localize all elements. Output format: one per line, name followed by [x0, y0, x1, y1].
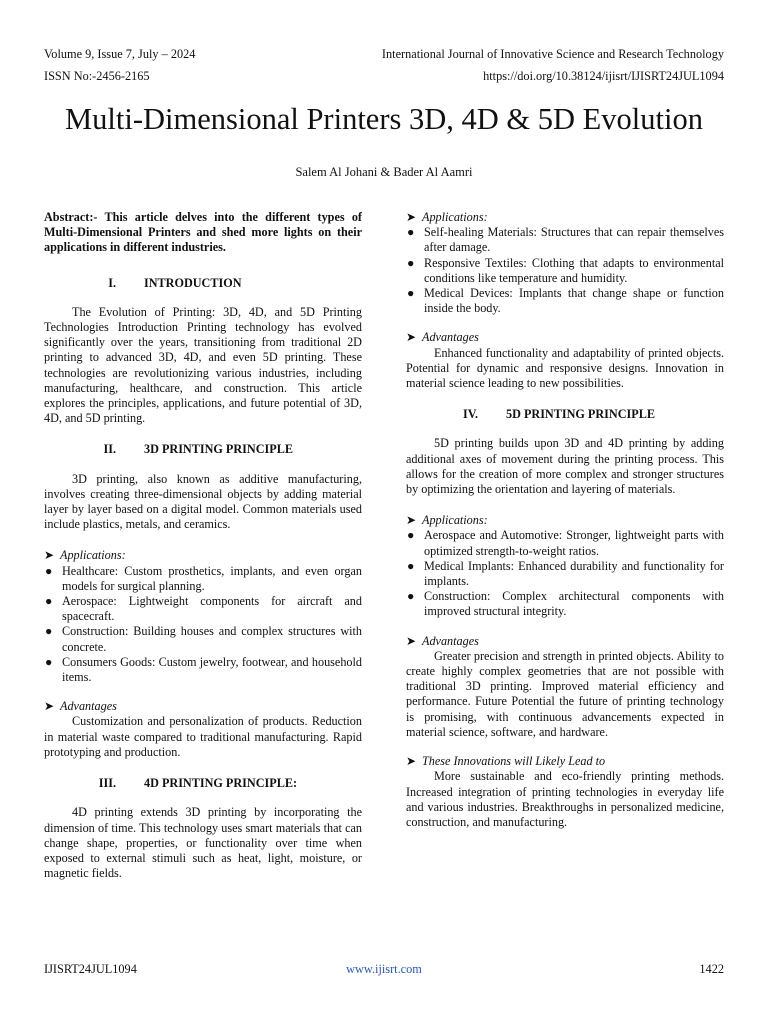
arrowhead-bullet-icon: ➤ — [406, 754, 417, 769]
bullet-dot-icon: ● — [407, 255, 415, 270]
bullet-dot-icon: ● — [407, 558, 415, 573]
paper-title: Multi-Dimensional Printers 3D, 4D & 5D Evolution — [65, 102, 703, 136]
3d-applications-list — [44, 564, 362, 686]
list-item-text: Aerospace: Lightweight components for aircraft and spacecraft. — [62, 594, 362, 624]
list-item — [406, 559, 724, 589]
innovations-paragraph: More sustainable and eco-friendly printing methods. Increased integration of printing technologies in everyday life and various industries. Breakthroughs in personalized medicine, construction, and manufacturing. — [406, 769, 724, 829]
applications-label: Applications: — [422, 210, 488, 224]
arrowhead-bullet-icon: ➤ — [406, 513, 417, 528]
list-item-text: Healthcare: Custom prosthetics, implants, and even organ models for surgical planning. — [62, 563, 362, 593]
4d-printing-paragraph: 4D printing extends 3D printing by incorporating the dimension of time. This technology uses smart materials that can change shape, properties, or functionality over time when exposed to external stimuli such as heat, light, moisture, or magnetic fields. — [44, 805, 362, 881]
advantages-label: Advantages — [60, 699, 117, 714]
list-item — [44, 655, 362, 685]
5d-advantages-paragraph: Greater precision and strength in printed objects. Ability to create highly complex geometries that are not possible with traditional 3D printing. Improved material efficiency and performance. Future Potential the future of printing technology is promising, with continuous advancements expected in material science, software, and hardware. — [406, 648, 724, 739]
3d-applications-heading — [44, 548, 362, 563]
section-title: 5D PRINTING PRINCIPLE — [506, 407, 655, 422]
arrowhead-bullet-icon: ➤ — [406, 210, 417, 224]
introduction-paragraph: The Evolution of Printing: 3D, 4D, and 5D Printing Technologies Introduction Printing technology has evolved significantly over the years, transitioning from traditional 2D printing to advanced 3D, 4D, and even 5D printing. These technologies are revolutionizing various industries, including manufacturing, healthcare, and construction. This article explores the principles, applications, and future potential of 3D, 4D, and 5D printing. — [44, 304, 362, 426]
section-heading-4d — [44, 776, 362, 791]
left-column — [44, 210, 362, 881]
section-title: 3D PRINTING PRINCIPLE — [144, 442, 293, 457]
3d-advantages-heading — [44, 699, 362, 714]
abstract: Abstract:- This article delves into the different types of Multi-Dimensional Printers and shed more lights on their applications in different industries. — [44, 210, 362, 255]
list-item — [406, 256, 724, 286]
list-item — [44, 594, 362, 624]
5d-printing-paragraph: 5D printing builds upon 3D and 4D printing by adding additional axes of movement during the printing process. This allows for the creation of more complex and stronger structures by optimizing the orientation and layering of materials. — [406, 436, 724, 497]
5d-applications-list — [406, 528, 724, 619]
advantages-label: Advantages — [422, 330, 479, 345]
list-item-text: Medical Devices: Implants that change shape or function inside the body. — [424, 286, 724, 316]
right-column — [406, 210, 724, 830]
list-item-text: Responsive Textiles: Clothing that adapts to environmental conditions like temperature and humidity. — [424, 255, 724, 285]
arrowhead-bullet-icon: ➤ — [406, 633, 417, 648]
5d-advantages-heading — [406, 634, 724, 649]
header-issn: ISSN No:-2456-2165 — [44, 69, 150, 83]
arrowhead-bullet-icon: ➤ — [44, 548, 55, 563]
section-number: III. — [98, 776, 116, 791]
footer-page-number: 1422 — [699, 962, 724, 976]
list-item-text: Medical Implants: Enhanced durability and functionality for implants. — [424, 558, 724, 589]
bullet-dot-icon: ● — [407, 528, 415, 543]
arrowhead-bullet-icon: ➤ — [406, 330, 417, 345]
bullet-dot-icon: ● — [45, 624, 53, 639]
header-journal: International Journal of Innovative Science and Research Technology — [381, 47, 724, 61]
advantages-label: Advantages — [422, 633, 479, 648]
list-item-text: Consumers Goods: Custom jewelry, footwear, and household items. — [62, 654, 362, 685]
bullet-dot-icon: ● — [45, 654, 53, 669]
applications-label: Applications: — [422, 513, 488, 528]
paper-authors: Salem Al Johani & Bader Al Aamri — [295, 165, 473, 179]
section-number: I. — [108, 275, 116, 290]
footer-website-link[interactable]: www.ijisrt.com — [346, 962, 422, 976]
3d-advantages-paragraph: Customization and personalization of products. Reduction in material waste compared to traditional manufacturing. Rapid prototyping and production. — [44, 714, 362, 759]
innovations-label: These Innovations will Likely Lead to — [422, 754, 606, 769]
section-title: 4D PRINTING PRINCIPLE: — [144, 776, 298, 791]
section-number: IV. — [462, 407, 478, 422]
section-number: II. — [103, 442, 116, 457]
list-item — [406, 286, 724, 316]
list-item-text: Construction: Building houses and complex structures with concrete. — [62, 624, 362, 654]
header-doi[interactable]: https://doi.org/10.38124/ijisrt/IJISRT24JUL1094 — [483, 69, 724, 83]
3d-printing-paragraph: 3D printing, also known as additive manufacturing, involves creating three-dimensional objects by adding material layer by layer based on a digital model. Common materials used include plastics, metals, and ceramics. — [44, 471, 362, 532]
section-heading-3d — [44, 442, 362, 457]
list-item-text: Aerospace and Automotive: Stronger, lightweight parts with optimized strength-to-weight ratios. — [424, 528, 724, 558]
bullet-dot-icon: ● — [45, 594, 53, 609]
bullet-dot-icon: ● — [407, 286, 415, 301]
5d-applications-heading — [406, 513, 724, 528]
section-heading-introduction — [44, 276, 362, 291]
4d-applications-list — [406, 225, 724, 316]
list-item — [406, 589, 724, 619]
list-item-text: Self-healing Materials: Structures that can repair themselves after damage. — [424, 225, 724, 255]
bullet-dot-icon: ● — [407, 225, 415, 240]
4d-advantages-paragraph: Enhanced functionality and adaptability of printed objects. Potential for dynamic and responsive designs. Innovation in material science leading to new possibilities. — [406, 345, 724, 391]
4d-applications-heading — [406, 210, 724, 225]
applications-label: Applications: — [60, 548, 126, 563]
list-item — [406, 225, 724, 255]
4d-advantages-heading — [406, 330, 724, 345]
section-title: INTRODUCTION — [144, 275, 242, 290]
list-item — [406, 528, 724, 558]
list-item — [44, 564, 362, 594]
list-item-text: Construction: Complex architectural components with improved structural integrity. — [424, 589, 724, 619]
bullet-dot-icon: ● — [407, 589, 415, 604]
section-heading-5d — [406, 407, 724, 422]
bullet-dot-icon: ● — [45, 563, 53, 578]
list-item — [44, 624, 362, 654]
arrowhead-bullet-icon: ➤ — [44, 699, 55, 714]
header-volume: Volume 9, Issue 7, July – 2024 — [44, 47, 196, 61]
footer-paper-id: IJISRT24JUL1094 — [44, 962, 137, 976]
innovations-heading — [406, 754, 724, 769]
